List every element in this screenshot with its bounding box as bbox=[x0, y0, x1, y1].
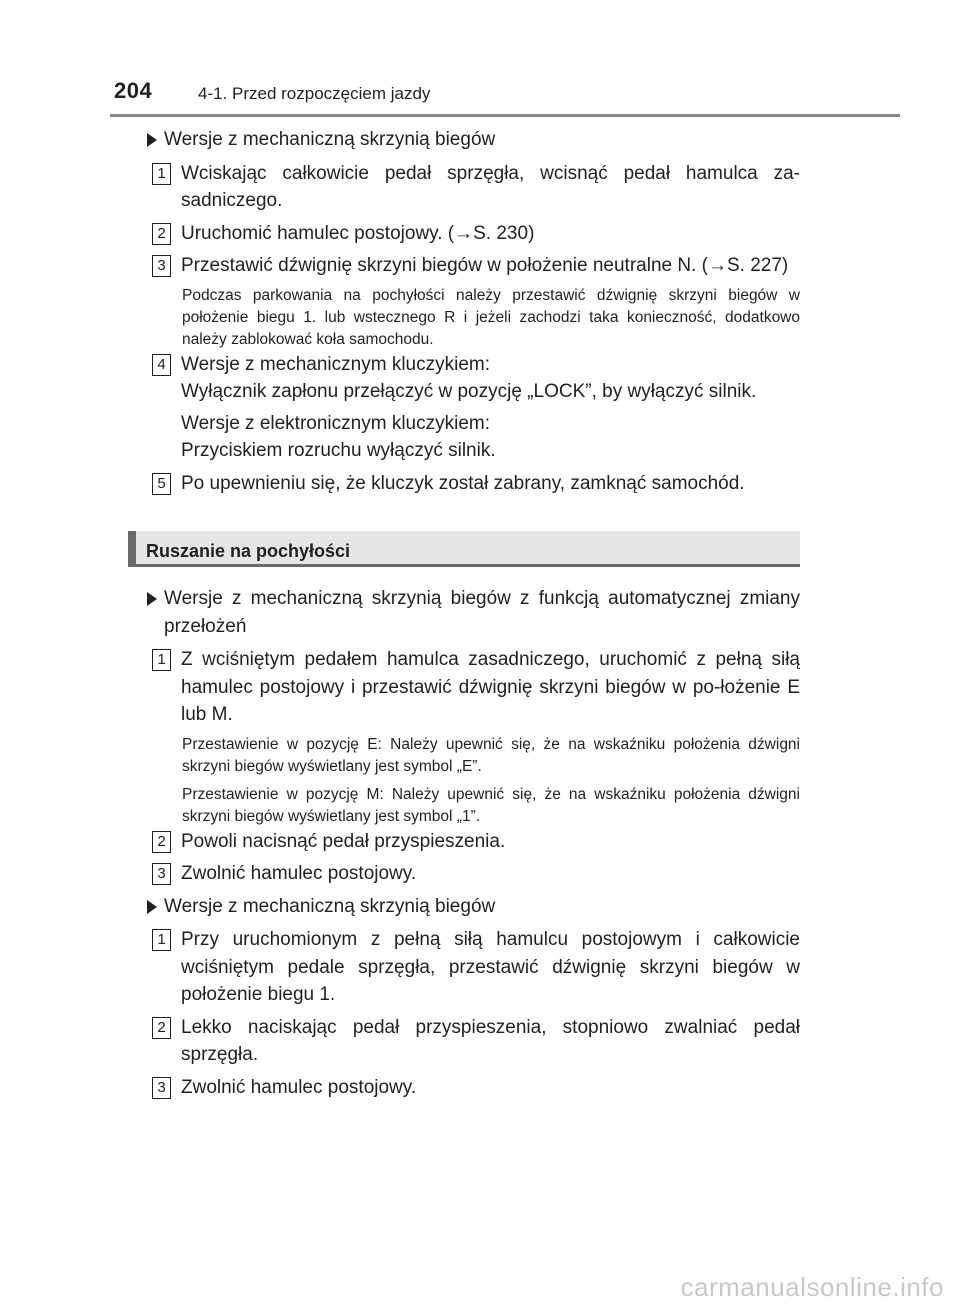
note-position-m: Przestawienie w pozycję M: Należy upewnić się, że na wskaźniku położenia dźwigni skrzyni biegów wyświetlany jest symbol „1”. bbox=[182, 785, 800, 825]
step-5: 5 Po upewnieniu się, że kluczyk został zabrany, zamknąć samochód. bbox=[134, 470, 800, 498]
step-2: 2 Lekko naciskając pedał przyspieszenia, stopniowo zwalniać pedał sprzęgła. bbox=[134, 1014, 800, 1069]
step-number-box: 3 bbox=[152, 863, 171, 885]
step-number-box: 1 bbox=[152, 649, 171, 671]
step-number-box: 2 bbox=[152, 223, 171, 245]
step-1: 1 Wciskając całkowicie pedał sprzęgła, wcisnąć pedał hamulca za-sadniczego. bbox=[134, 160, 800, 215]
step-1: 1 Z wciśniętym pedałem hamulca zasadniczego, uruchomić z pełną siłą hamulec postojowy i przestawić dźwignię skrzyni biegów w po-łożenie E lub M. bbox=[134, 646, 800, 729]
bullet-automated-manual: Wersje z mechaniczną skrzynią biegów z funkcją automatycznej zmiany przełożeń bbox=[134, 585, 800, 640]
step-number-box: 1 bbox=[152, 163, 171, 185]
step-3: 3 Zwolnić hamulec postojowy. bbox=[134, 860, 800, 888]
note-position-e: Przestawienie w pozycję E: Należy upewnić się, że na wskaźniku położenia dźwigni skrzyni biegów wyświetlany jest symbol „E”. bbox=[182, 735, 800, 775]
step-4: 4 Wersje z mechanicznym kluczykiem: Wyłącznik zapłonu przełączyć w pozycję „LOCK”, by wyłączyć silnik. Wersje z elektronicznym kluczykiem: Przyciskiem rozruchu wyłączyć silnik. bbox=[134, 351, 800, 465]
step-3: 3 Przestawić dźwignię skrzyni biegów w położenie neutralne N. (→S. 227) bbox=[134, 252, 800, 280]
header-rule bbox=[110, 114, 900, 117]
chapter-title: 4-1. Przed rozpoczęciem jazdy bbox=[198, 84, 431, 103]
note-parking-slope: Podczas parkowania na pochyłości należy przestawić dźwignię skrzyni biegów w położenie biegu 1. lub wstecznego R i jeżeli zachodzi taka konieczność, dodatkowo należy zablokować koła samochodu. bbox=[182, 286, 800, 348]
page-number: 204 bbox=[114, 78, 153, 103]
step-number-box: 4 bbox=[152, 354, 171, 376]
bullet-manual-gearbox: Wersje z mechaniczną skrzynią biegów bbox=[134, 126, 800, 154]
bullet-manual-gearbox-2: Wersje z mechaniczną skrzynią biegów bbox=[134, 893, 800, 921]
page-content bbox=[134, 126, 800, 1106]
triangle-bullet-icon bbox=[147, 592, 157, 606]
step-2: 2 Uruchomić hamulec postojowy. (→S. 230) bbox=[134, 220, 800, 248]
step-number-box: 2 bbox=[152, 831, 171, 853]
step-number-box: 1 bbox=[152, 929, 171, 951]
triangle-bullet-icon bbox=[147, 900, 157, 914]
step-3: 3 Zwolnić hamulec postojowy. bbox=[134, 1074, 800, 1102]
step-number-box: 3 bbox=[152, 255, 171, 277]
step-number-box: 5 bbox=[152, 473, 171, 495]
step-number-box: 3 bbox=[152, 1077, 171, 1099]
triangle-bullet-icon bbox=[147, 133, 157, 147]
step-number-box: 2 bbox=[152, 1017, 171, 1039]
step-2: 2 Powoli nacisnąć pedał przyspieszenia. bbox=[134, 828, 800, 856]
step-1: 1 Przy uruchomionym z pełną siłą hamulcu postojowym i całkowicie wciśniętym pedale sprzęgła, przestawić dźwignię skrzyni biegów w położenie biegu 1. bbox=[134, 926, 800, 1009]
section-heading: Ruszanie na pochyłości bbox=[128, 531, 800, 567]
watermark: carmanualsonline.info bbox=[680, 1272, 944, 1302]
